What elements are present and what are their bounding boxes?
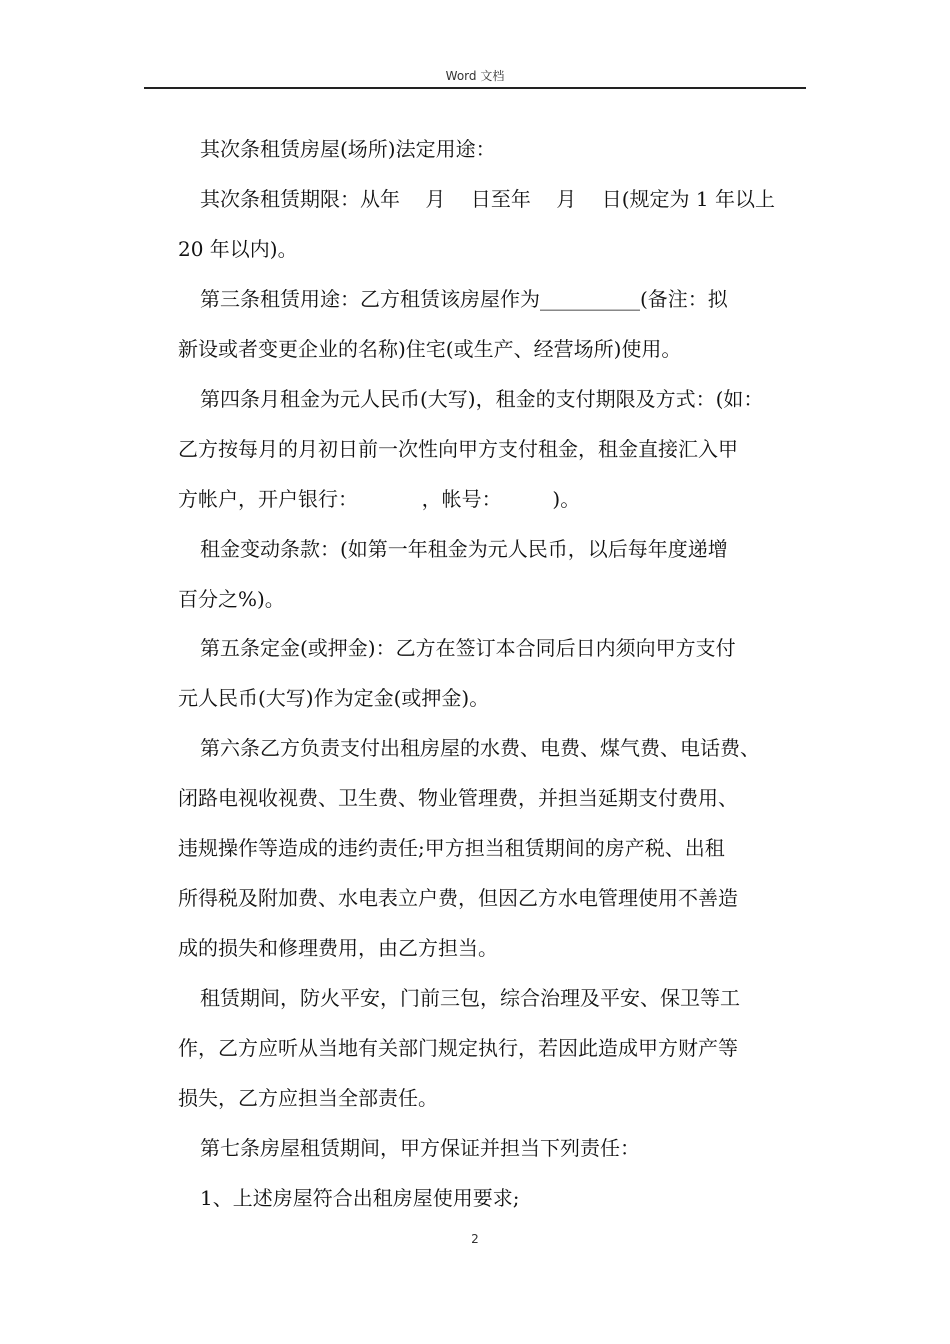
text-line: 方帐户，开户银行： ，帐号： )。	[178, 487, 581, 511]
text-line: 第六条乙方负责支付出租房屋的水费、电费、煤气费、电话费、	[200, 736, 760, 760]
text-line: 所得税及附加费、水电表立户费，但因乙方水电管理使用不善造	[178, 886, 738, 910]
text-line: 租赁期间，防火平安，门前三包，综合治理及平安、保卫等工	[200, 986, 740, 1010]
text-line: 损失，乙方应担当全部责任。	[178, 1086, 438, 1110]
text-line: 第三条租赁用途：乙方租赁该房屋作为__________(备注：拟	[200, 287, 728, 311]
page-number: 2	[471, 1232, 479, 1246]
text-line: 闭路电视收视费、卫生费、物业管理费，并担当延期支付费用、	[178, 786, 738, 810]
header-title: Word 文档	[445, 69, 505, 83]
text-line: 其次条租赁期限：从年 月 日至年 月 日(规定为 1 年以上	[200, 187, 775, 211]
text-line: 元人民币(大写)作为定金(或押金)。	[178, 686, 490, 710]
text-line: 第七条房屋租赁期间，甲方保证并担当下列责任：	[200, 1136, 640, 1160]
text-line: 20 年以内)。	[178, 237, 298, 261]
text-line: 新设或者变更企业的名称)住宅(或生产、经营场所)使用。	[178, 337, 682, 361]
text-line: 第五条定金(或押金)：乙方在签订本合同后日内须向甲方支付	[200, 636, 736, 660]
text-line: 租金变动条款：(如第一年租金为元人民币，以后每年度递增	[200, 537, 728, 561]
text-line: 作，乙方应听从当地有关部门规定执行，若因此造成甲方财产等	[178, 1036, 738, 1060]
text-line: 乙方按每月的月初日前一次性向甲方支付租金，租金直接汇入甲	[178, 437, 738, 461]
text-line: 1、上述房屋符合出租房屋使用要求;	[200, 1186, 520, 1210]
header-divider	[144, 87, 806, 89]
text-line: 百分之%)。	[178, 587, 285, 611]
text-line: 第四条月租金为元人民币(大写)，租金的支付期限及方式：(如：	[200, 387, 764, 411]
text-line: 成的损失和修理费用，由乙方担当。	[178, 936, 498, 960]
text-line: 违规操作等造成的违约责任;甲方担当租赁期间的房产税、出租	[178, 836, 725, 860]
text-line: 其次条租赁房屋(场所)法定用途：	[200, 137, 496, 161]
